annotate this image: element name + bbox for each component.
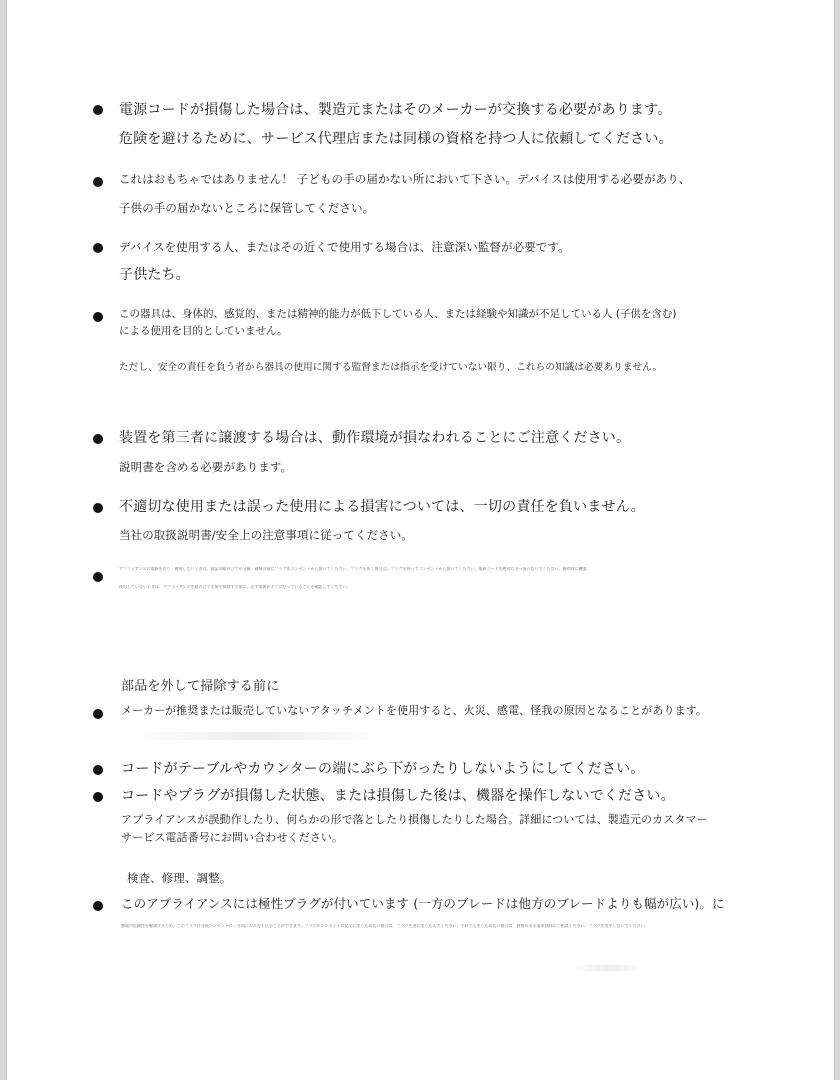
section2-item-4-fine-print: 感電の危険性を軽減するため、このプラグは分極コンセントに一方向にのみ差し込むことができます。プラグがコンセントに完全に差し込めない場合は、プラグを逆に差し込んでください。それでも差し込めない場合は、資格のある電気技師にご相談ください。プラグを変更しないでください。 (121, 924, 649, 928)
bullet-icon (93, 434, 103, 444)
scan-smudge (567, 965, 647, 971)
item-3-line-1: デバイスを使用する人、またはその近くで使用する場合は、注意深い監督が必要です。 (119, 240, 570, 254)
section2-item-3: コードやプラグが損傷した状態、または損傷した後は、機器を操作しないでください。 (121, 788, 675, 804)
item-4-line-2: による使用を目的としていません。 (119, 325, 288, 337)
scan-smudge (127, 732, 387, 740)
item-6-line-2: 当社の取扱説明書/安全上の注意事項に従ってください。 (119, 528, 413, 542)
item-7-line-2: 使用していないときは、アプライアンスを組み立てる前や掃除する前に、必ず電源がオフになっていることを確認してください。 (119, 585, 351, 589)
item-4-line-3: ただし、安全の責任を負う者から器具の使用に関する監督または指示を受けていない限り、これらの知識は必要ありません。 (119, 362, 663, 373)
item-2-line-2: 子供の手の届かないところに保管してください。 (119, 201, 375, 215)
section2-item-2: コードがテーブルやカウンターの端にぶら下がったりしないようにしてください。 (121, 761, 645, 777)
section2-item-3-detail-1: アプライアンスが誤動作したり、何らかの形で落としたり損傷したりした場合。詳細については、製造元のカスタマー (121, 813, 708, 826)
item-6-line-1: 不適切な使用または誤った使用による損害については、一切の責任を負いません。 (119, 499, 645, 515)
bullet-icon (93, 177, 103, 187)
bullet-icon (93, 792, 103, 802)
bullet-icon (93, 765, 103, 775)
section-subheading: 検査、修理、調整。 (127, 871, 232, 885)
item-4-line-1: この器具は、身体的、感覚的、または精神的能力が低下している人、または経験や知識が不足している人 (子供を含む) (119, 308, 677, 320)
item-2-line-1: これはおもちゃではありません！ 子どもの手の届かない所において下さい。デバイスは使用する必要があり、 (119, 172, 691, 186)
bullet-icon (93, 572, 103, 582)
item-1-line-2: 危険を避けるために、サービス代理店または同様の資格を持つ人に依頼してください。 (119, 131, 673, 147)
section2-item-1: メーカーが推奨または販売していないアタッチメントを使用すると、火災、感電、怪我の原因となることがあります。 (121, 704, 707, 717)
item-5-line-2: 説明書を含める必要があります。 (119, 460, 293, 474)
bullet-icon (93, 105, 103, 115)
item-5-line-1: 装置を第三者に譲渡する場合は、動作環境が損なわれることにご注意ください。 (119, 430, 631, 446)
bullet-icon (93, 901, 103, 911)
item-3-line-2: 子供たち。 (119, 267, 190, 283)
section2-item-3-detail-2: サービス電話番号にお問い合わせください。 (121, 831, 343, 844)
item-7-line-1: アプライアンスの電源を切り、使用しないときは、部品の組み立てや分解、補修の前にプラグをコンセントから抜いてください。プラグを抜く場合は、プラグを持ってコンセントから抜いてください。電源コードを絶対に引っ張らないでください。操作時に機器 (119, 567, 587, 571)
bullet-icon (93, 312, 103, 322)
section-heading: 部品を外して掃除する前に (121, 679, 280, 694)
bullet-icon (93, 243, 103, 253)
document-page (6, 0, 835, 1080)
section2-item-4: このアプライアンスには極性プラグが付いています (一方のブレードは他方のブレードよりも幅が広い)。に (121, 896, 725, 911)
bullet-icon (93, 503, 103, 513)
item-1-line-1: 電源コードが損傷した場合は、製造元またはそのメーカーが交換する必要があります。 (119, 102, 672, 118)
bullet-icon (93, 709, 103, 719)
